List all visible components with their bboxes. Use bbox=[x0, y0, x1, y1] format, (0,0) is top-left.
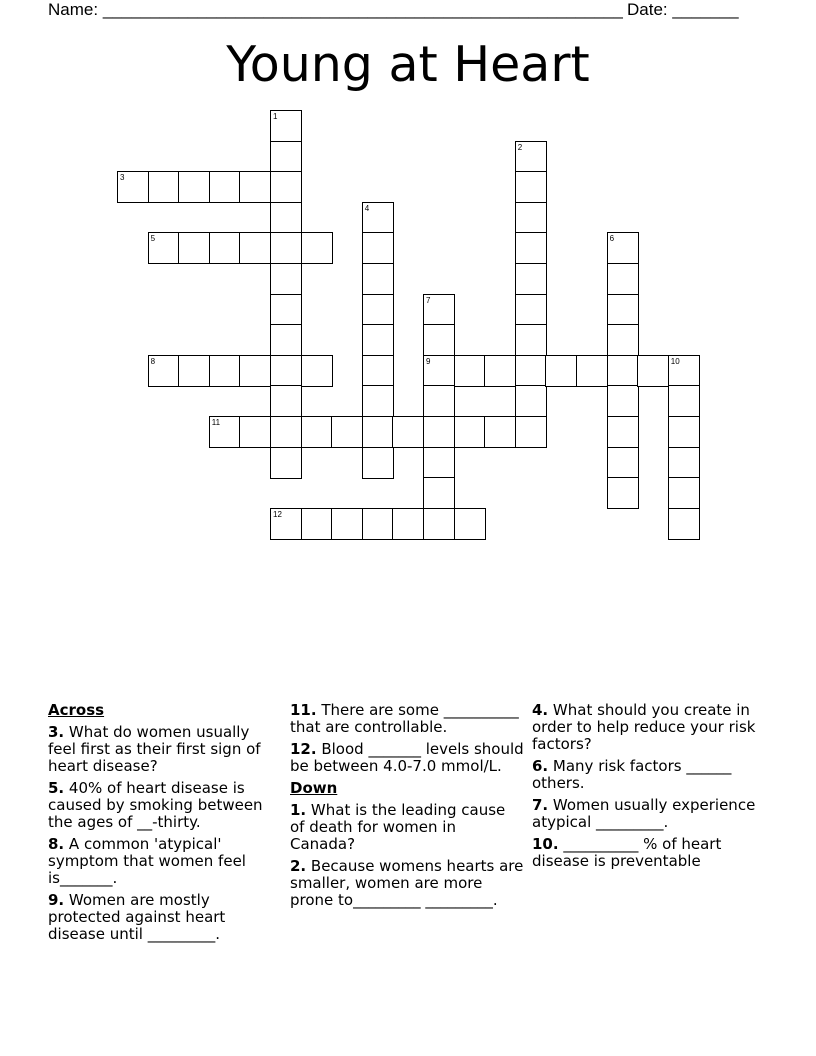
grid-cell[interactable] bbox=[454, 355, 486, 387]
grid-cell[interactable] bbox=[545, 355, 577, 387]
grid-cell[interactable] bbox=[362, 324, 394, 356]
grid-cell[interactable] bbox=[423, 355, 455, 387]
grid-cell[interactable] bbox=[362, 232, 394, 264]
grid-cell[interactable] bbox=[331, 508, 363, 540]
grid-cell[interactable] bbox=[362, 416, 394, 448]
grid-cell[interactable] bbox=[607, 324, 639, 356]
grid-cell[interactable] bbox=[423, 447, 455, 479]
clue-number: 3 bbox=[120, 173, 125, 183]
grid-cell[interactable] bbox=[270, 202, 302, 234]
grid-cell[interactable] bbox=[607, 263, 639, 295]
grid-cell[interactable] bbox=[270, 324, 302, 356]
grid-cell[interactable] bbox=[668, 355, 700, 387]
grid-cell[interactable] bbox=[117, 171, 149, 203]
grid-cell[interactable] bbox=[178, 355, 210, 387]
date-line: _______ bbox=[672, 0, 739, 19]
clue-label: 9. bbox=[48, 891, 65, 909]
clue-text: Women usually experience atypical _________. bbox=[532, 796, 756, 831]
grid-cell[interactable] bbox=[576, 355, 608, 387]
grid-cell[interactable] bbox=[515, 355, 547, 387]
grid-cell[interactable] bbox=[178, 171, 210, 203]
clue-label: 2. bbox=[290, 857, 307, 875]
grid-cell[interactable] bbox=[454, 416, 486, 448]
grid-cell[interactable] bbox=[270, 416, 302, 448]
grid-cell[interactable] bbox=[148, 232, 180, 264]
clue-number: 1 bbox=[273, 112, 278, 121]
clue-number: 4 bbox=[364, 203, 370, 213]
grid-cell[interactable] bbox=[668, 477, 700, 509]
clue-number: 12 bbox=[273, 509, 282, 519]
grid-cell[interactable] bbox=[484, 416, 516, 448]
clue-label: 7. bbox=[532, 796, 549, 814]
grid-cell[interactable] bbox=[209, 171, 241, 203]
grid-cell[interactable] bbox=[668, 416, 700, 448]
grid-cell[interactable] bbox=[362, 202, 394, 234]
grid-cell[interactable] bbox=[423, 477, 455, 509]
grid-cell[interactable] bbox=[148, 355, 180, 387]
clues-column-1 bbox=[48, 702, 280, 948]
clue-label: 3. bbox=[48, 723, 65, 741]
clue-text: A common 'atypical' symptom that women feel is_______. bbox=[48, 835, 246, 887]
clue-text: Women are mostly protected against heart disease until _________. bbox=[48, 891, 226, 943]
grid-cell[interactable] bbox=[362, 263, 394, 295]
grid-cell[interactable] bbox=[423, 385, 455, 417]
grid-cell[interactable] bbox=[607, 416, 639, 448]
grid-cell[interactable] bbox=[362, 294, 394, 326]
grid-cell[interactable] bbox=[209, 355, 241, 387]
clue-text: What do women usually feel first as their first sign of heart disease? bbox=[48, 723, 261, 775]
grid-cell[interactable] bbox=[515, 232, 547, 264]
clue-number: 5 bbox=[150, 234, 156, 244]
clues-column-2 bbox=[290, 702, 524, 914]
clue-label: 11. bbox=[290, 701, 317, 719]
grid-cell[interactable] bbox=[239, 232, 271, 264]
grid-cell[interactable] bbox=[668, 385, 700, 417]
grid-cell[interactable] bbox=[515, 385, 547, 417]
grid-cell[interactable] bbox=[270, 508, 302, 540]
grid-cell[interactable] bbox=[423, 508, 455, 540]
grid-cell[interactable] bbox=[362, 385, 394, 417]
clue-number: 7 bbox=[426, 295, 431, 305]
clue-number: 11 bbox=[211, 418, 221, 427]
grid-cell[interactable] bbox=[148, 171, 180, 203]
grid-cell[interactable] bbox=[454, 508, 486, 540]
name-label: Name: bbox=[48, 0, 99, 19]
grid-cell[interactable] bbox=[178, 232, 210, 264]
date-label: Date: bbox=[627, 0, 668, 19]
grid-cell[interactable] bbox=[301, 355, 333, 387]
clue bbox=[532, 758, 760, 792]
clue-label: 8. bbox=[48, 835, 65, 853]
grid-cell[interactable] bbox=[239, 416, 271, 448]
clue-label: 6. bbox=[532, 757, 549, 775]
grid-cell[interactable] bbox=[392, 508, 424, 540]
clue-text: What should you create in order to help reduce your risk factors? bbox=[532, 701, 756, 753]
grid-cell[interactable] bbox=[668, 447, 700, 479]
grid-cell[interactable] bbox=[331, 416, 363, 448]
grid-cell[interactable] bbox=[515, 141, 547, 173]
clue bbox=[48, 836, 280, 887]
grid-cell[interactable] bbox=[209, 416, 241, 448]
clue bbox=[532, 797, 760, 831]
grid-cell[interactable] bbox=[515, 324, 547, 356]
grid-cell[interactable] bbox=[607, 355, 639, 387]
grid-cell[interactable] bbox=[301, 508, 333, 540]
grid-cell[interactable] bbox=[607, 477, 639, 509]
clue-label: 10. bbox=[532, 835, 559, 853]
grid-cell[interactable] bbox=[637, 355, 669, 387]
grid-cell[interactable] bbox=[239, 355, 271, 387]
clue-text: Because womens hearts are smaller, women are more prone to_________ _________. bbox=[290, 857, 524, 909]
clue bbox=[532, 702, 760, 753]
page-title: Young at Heart bbox=[226, 36, 590, 93]
clue bbox=[48, 780, 280, 831]
down-heading: Down bbox=[290, 779, 338, 797]
clue bbox=[290, 858, 524, 909]
clue-number: 10 bbox=[670, 356, 680, 366]
grid-cell[interactable] bbox=[515, 416, 547, 448]
grid-cell[interactable] bbox=[270, 385, 302, 417]
grid-cell[interactable] bbox=[515, 171, 547, 203]
grid-cell[interactable] bbox=[607, 294, 639, 326]
grid-cell[interactable] bbox=[515, 202, 547, 234]
grid-cell[interactable] bbox=[209, 232, 241, 264]
grid-cell[interactable] bbox=[362, 508, 394, 540]
clue-number: 9 bbox=[426, 356, 431, 366]
grid-cell[interactable] bbox=[423, 324, 455, 356]
grid-cell[interactable] bbox=[515, 263, 547, 295]
grid-cell[interactable] bbox=[515, 294, 547, 326]
clue bbox=[290, 741, 524, 775]
grid-cell[interactable] bbox=[607, 385, 639, 417]
grid-cell[interactable] bbox=[392, 416, 424, 448]
clue-number: 6 bbox=[609, 234, 615, 244]
clues-column-3 bbox=[532, 702, 760, 875]
clue bbox=[532, 836, 760, 870]
grid-cell[interactable] bbox=[270, 110, 302, 142]
clue bbox=[290, 802, 524, 853]
clue-text: Many risk factors ______ others. bbox=[532, 757, 732, 792]
grid-cell[interactable] bbox=[423, 416, 455, 448]
grid-cell[interactable] bbox=[607, 232, 639, 264]
clue bbox=[48, 724, 280, 775]
grid-cell[interactable] bbox=[270, 355, 302, 387]
grid-cell[interactable] bbox=[484, 355, 516, 387]
clue-label: 12. bbox=[290, 740, 317, 758]
grid-cell[interactable] bbox=[270, 232, 302, 264]
grid-cell[interactable] bbox=[301, 232, 333, 264]
clue-text: Blood _______ levels should be between 4.0-7.0 mmol/L. bbox=[290, 740, 524, 775]
clue-label: 1. bbox=[290, 801, 307, 819]
grid-cell[interactable] bbox=[423, 294, 455, 326]
clue-text: What is the leading cause of death for women in Canada? bbox=[290, 801, 506, 853]
grid-cell[interactable] bbox=[270, 447, 302, 479]
grid-cell[interactable] bbox=[607, 447, 639, 479]
clue-number: 2 bbox=[517, 142, 523, 152]
clue bbox=[48, 892, 280, 943]
name-line: _______________________________________________________ bbox=[102, 0, 623, 19]
clue bbox=[290, 702, 524, 736]
grid-cell[interactable] bbox=[270, 294, 302, 326]
clue-label: 4. bbox=[532, 701, 549, 719]
clue-number: 8 bbox=[150, 356, 156, 366]
grid-cell[interactable] bbox=[270, 171, 302, 203]
clue-text: __________ % of heart disease is preventable bbox=[532, 835, 722, 870]
clue-text: 40% of heart disease is caused by smoking between the ages of __-thirty. bbox=[48, 779, 263, 831]
grid-cell[interactable] bbox=[668, 508, 700, 540]
grid-cell[interactable] bbox=[362, 355, 394, 387]
grid-cell[interactable] bbox=[362, 447, 394, 479]
clue-text: There are some __________ that are controllable. bbox=[290, 701, 519, 736]
grid-cell[interactable] bbox=[301, 416, 333, 448]
grid-cell[interactable] bbox=[270, 263, 302, 295]
across-heading: Across bbox=[48, 701, 105, 719]
grid-cell[interactable] bbox=[270, 141, 302, 173]
grid-cell[interactable] bbox=[239, 171, 271, 203]
clue-label: 5. bbox=[48, 779, 65, 797]
